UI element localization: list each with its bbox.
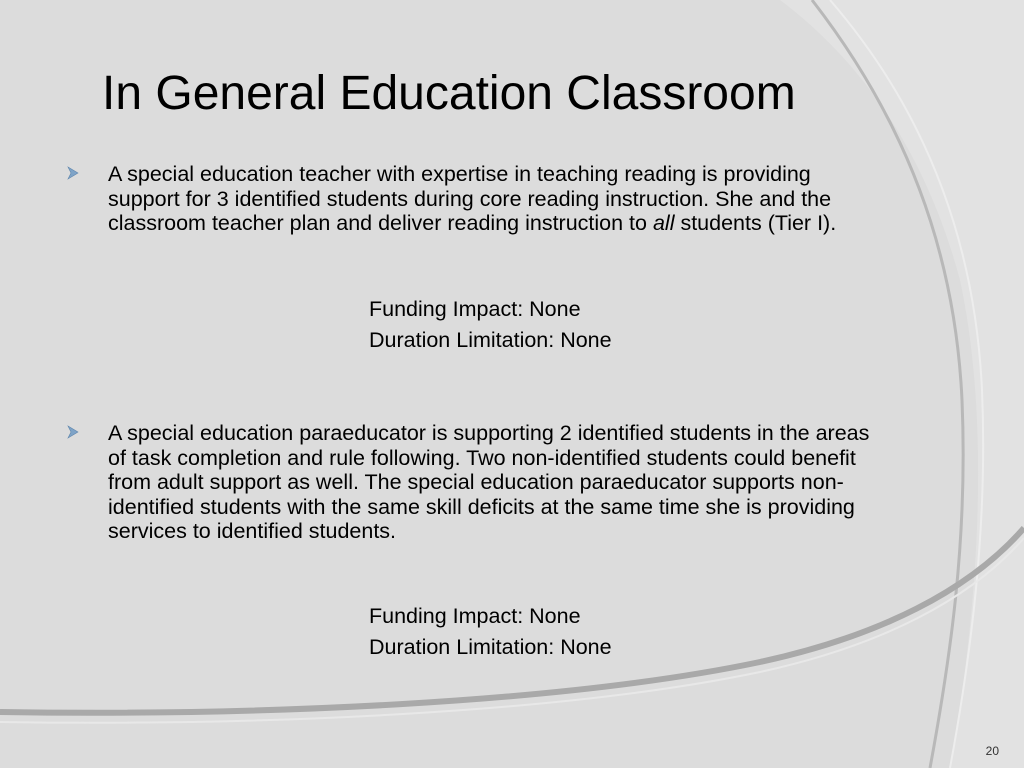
impact-block (369, 601, 612, 663)
impact-block (369, 294, 612, 356)
funding-impact: Funding Impact: None (369, 604, 581, 628)
bullet-text-main: A special education paraeducator is supporting 2 identified students in the areas of task completion and rule following. Two non-identified students could benefit from adult support as well. The special education paraeducator supports non-identified students with the same skill deficits at the same time she is providing services to identified students. (108, 421, 870, 544)
chevron-arrow-icon (66, 425, 80, 439)
bullet-text-end: students (Tier I). (674, 211, 837, 236)
bullet-text (108, 162, 888, 236)
bullet-text-emphasis: all (652, 211, 675, 236)
slide-number: 20 (985, 744, 999, 758)
duration-limitation: Duration Limitation: None (369, 328, 612, 352)
duration-limitation: Duration Limitation: None (369, 635, 612, 659)
bullet-text-main: A special education teacher with expertise in teaching reading is providing support for 3 identified students during core reading instruction. She and the classroom teacher plan and deliver reading instruction to (108, 162, 832, 236)
bullet-text (108, 421, 888, 544)
slide-title: In General Education Classroom (102, 67, 796, 120)
chevron-arrow-icon (66, 166, 80, 180)
funding-impact: Funding Impact: None (369, 297, 581, 321)
